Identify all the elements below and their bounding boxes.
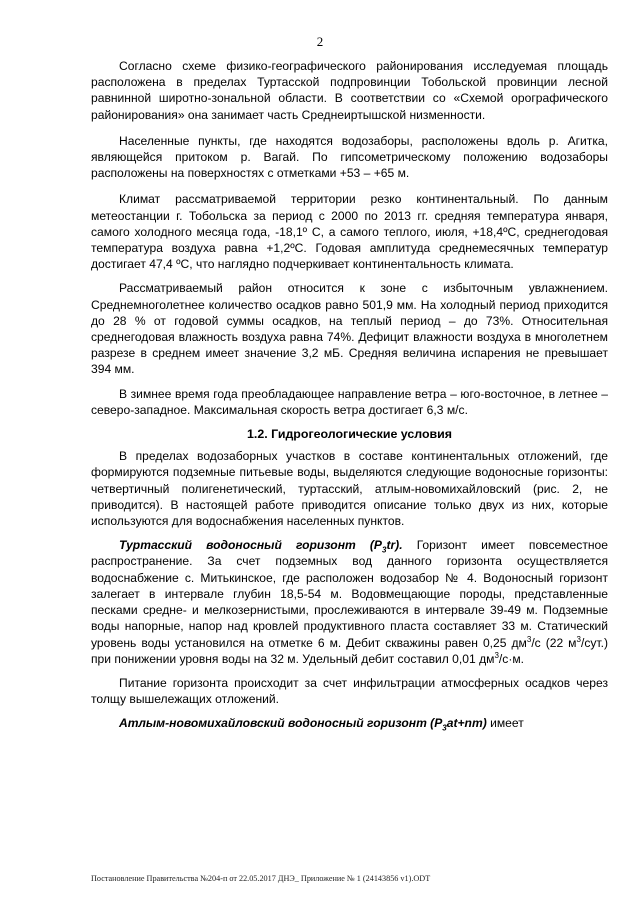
horizon-title-turtas: Туртасский водоносный горизонт $(P_3tr)$. — [119, 538, 403, 555]
paragraph-humidity: Рассматриваемый район относится к зоне с избыточным увлажнением. Среднемноголетнее количество осадков равно 501,9 мм. На холодный период приходится до 28 % от годовой суммы осадков, на теплый период – до 73%. Относительная среднегодовая влажность воздуха равна 74%. Дефицит влажности воздуха в многолетнем разрезе в среднем имеет значение 3,2 мБ. Средняя величина испарения не превышает 394 мм. — [91, 281, 608, 377]
paragraph-climate: Климат рассматриваемой территории резко континентальный. По данным метеостанции г. Тобольска за период с 2000 по 2013 гг. средняя температура января, самого холодного месяца года, -18,1º С, а самого теплого, июля, +18,4ºС, среднегодовая температура воздуха равна +1,2ºС. Годовая амплитуда среднемесячных температур достигает 47,4 ºС, что наглядно подчеркивает континентальность климата. — [91, 192, 608, 272]
page-number: 2 — [316, 34, 324, 49]
paragraph-physiography: Согласно схеме физико-географического районирования исследуемая площадь расположена в пределах Туртасской подпровинции Тобольской провинции лесной равнинной широтно-зональной области. В соответствии со «Схемой орографического районирования» она занимает часть Среднеиртышской низменности. — [91, 59, 608, 122]
paragraph-aquifers-overview: В пределах водозаборных участков в составе континентальных отложений, где формируются подземные питьевые воды, выделяются следующие водоносные горизонты: четвертичный полигенетический, туртасский, атлым-новомихайловский (рис. 2, не приводится). В настоящей работе приводится описание только двух из них, которые используются для водоснабжения населенных пунктов. — [91, 449, 608, 529]
paragraph-wind: В зимнее время года преобладающее направление ветра – юго-восточное, в летнее – северо-западное. Максимальная скорость ветра достигает 6,3 м/с. — [91, 386, 608, 417]
paragraph-atlym-horizon: Атлым-новомихайловский водоносный горизонт $(P_3at+nm)$ имеет — [119, 716, 524, 733]
paragraph-settlements: Населенные пункты, где находятся водозаборы, расположены вдоль р. Агитка, являющейся притоком р. Вагай. По гипсометрическому положению водозаборы расположены на поверхностях с отметками +53 – +65 м. — [91, 133, 608, 181]
paragraph-recharge: Питание горизонта происходит за счет инфильтрации атмосферных осадков через толщу вышележащих отложений. — [91, 675, 608, 707]
section-heading: 1.2. Гидрогеологические условия — [247, 427, 452, 442]
paragraph-turtas-horizon: Туртасский водоносный горизонт $(P_3tr)$. Горизонт имеет повсеместное распространение. За счет подземных вод данного горизонта осуществляется водоснабжение с. Митькинское, где расположен водозабор № 4. Водоносный горизонт залегает в интервале глубин 18,5-54 м. Водовмещающие породы, представленные песками средне- и мелкозернистыми, прослеживаются в интервале 39-49 м. Подземные воды напорные, напор над кровлей продуктивного пласта составляет 33 м. Статический уровень воды установился на отметке 6 м. Дебит скважины равен 0,25 $дм^3/с$ (22 $м^3/сут$.) при понижении уровня воды на 32 м. Удельный дебит составил 0,01 $дм^3/с\cdot м$. — [91, 538, 608, 666]
horizon-title-atlym: Атлым-новомихайловский водоносный горизонт $(P_3at+nm)$ — [119, 716, 487, 733]
document-body — [91, 58, 608, 742]
document-footer: Постановление Правительства №204-п от 22.05.2017 ДНЭ_ Приложение № 1 (24143856 v1).ODT — [91, 874, 431, 883]
